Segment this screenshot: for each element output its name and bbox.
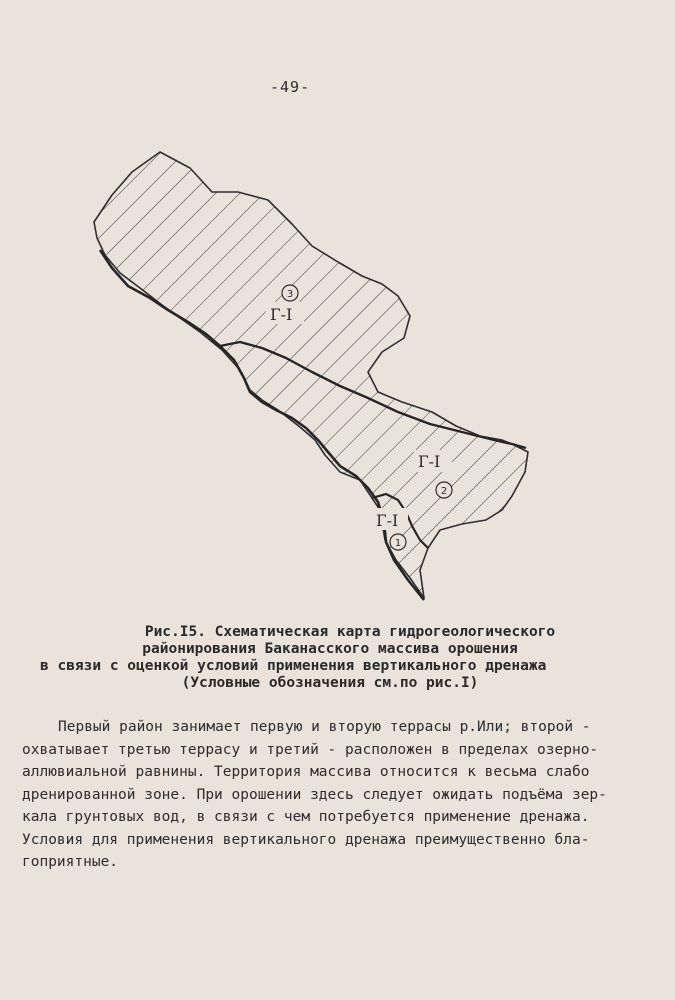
zone-1-code: Г-I xyxy=(376,511,399,530)
body-line: дренированной зоне. При орошении здесь следует ожидать подъёма зер- xyxy=(22,786,607,803)
caption-line-3: в связи с оценкой условий применения вертикального дренажа xyxy=(40,658,547,674)
body-line: Условия для применения вертикального дренажа преимущественно бла- xyxy=(22,831,590,848)
caption-line-4: (Условные обозначения см.по рис.I) xyxy=(181,675,479,691)
zone-3-code: Г-I xyxy=(270,305,293,324)
zone-3-number: 3 xyxy=(286,289,294,300)
caption-line-2: районирования Баканасского массива орошения xyxy=(142,641,518,657)
body-line: гоприятные. xyxy=(22,854,119,870)
body-line: охватывает третью террасу и третий - расположен в пределах озерно- xyxy=(22,741,599,758)
zone-2-number: 2 xyxy=(440,486,448,497)
body-line: Первый район занимает первую и вторую террасы р.Или; второй - xyxy=(58,719,591,735)
zone-1-number: 1 xyxy=(394,538,402,549)
figure-caption xyxy=(30,624,630,692)
massif-area xyxy=(94,152,528,598)
page-number: -49- xyxy=(270,78,311,96)
body-line: аллювиальной равнины. Территория массива относится к весьма слабо xyxy=(22,764,590,780)
body-paragraph xyxy=(22,716,632,874)
body-line: кала грунтовых вод, в связи с чем потребуется применение дренажа. xyxy=(22,809,590,825)
caption-line-1: Рис.I5. Схематическая карта гидрогеологического xyxy=(144,624,556,640)
zone-2-code: Г-I xyxy=(418,452,441,471)
